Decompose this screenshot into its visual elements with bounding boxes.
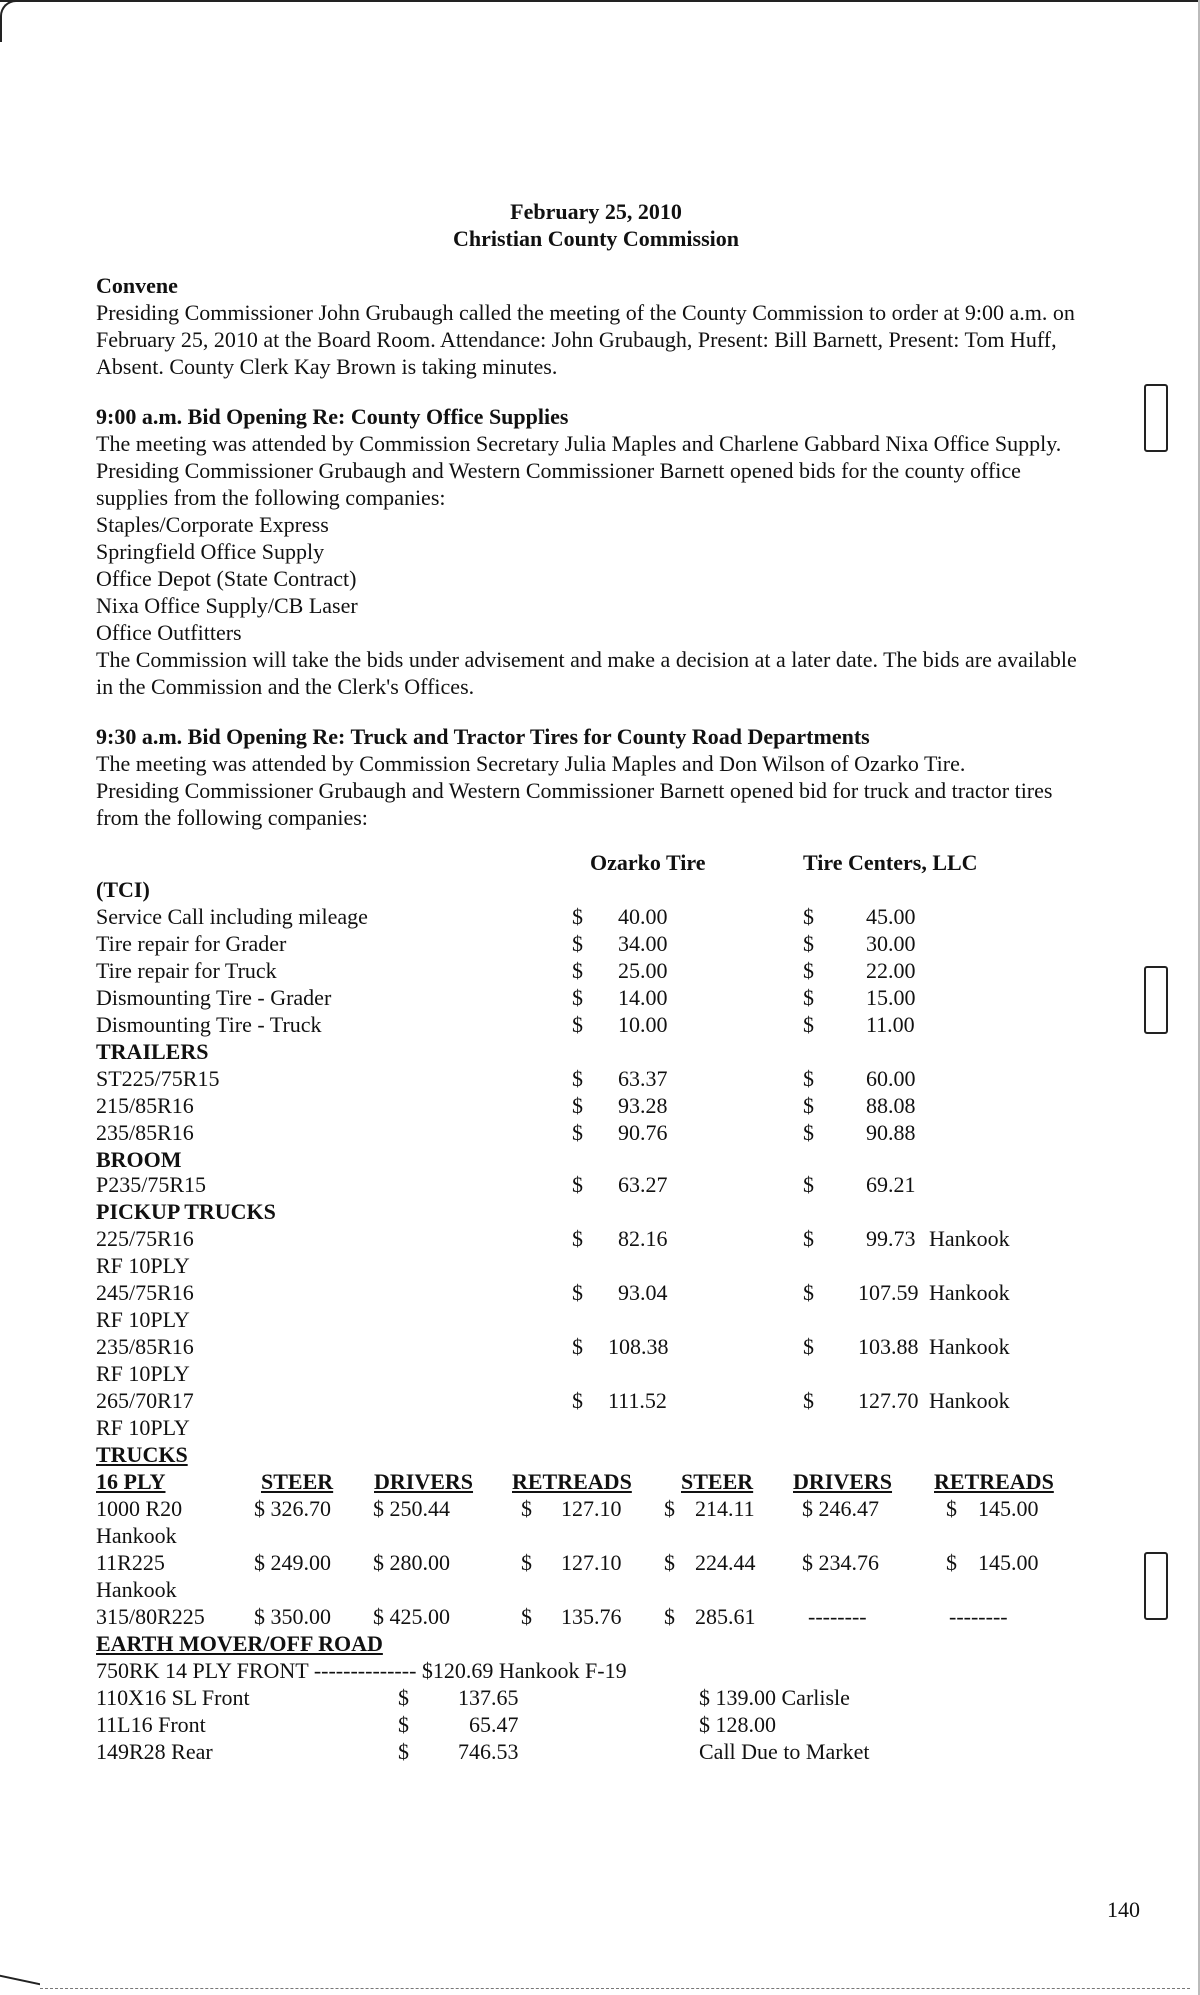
table-row: [96, 930, 1096, 957]
table-row-sub: [96, 1360, 1096, 1387]
tci-price: $ 128.00: [699, 1712, 776, 1737]
retreads-price: 145.00: [978, 1496, 1039, 1521]
tci-brand-note: Hankook: [929, 1280, 1010, 1305]
ozarko-price: 746.53: [458, 1739, 519, 1764]
vendor-header-tci: Tire Centers, LLC: [803, 850, 978, 875]
dollar-sign: $: [803, 1226, 814, 1251]
tci-price: 99.73: [866, 1226, 916, 1251]
dollar-sign: $: [572, 958, 583, 983]
tci-price: 69.21: [866, 1172, 916, 1197]
dollar-sign: $: [803, 1066, 814, 1091]
supplies-intro: Presiding Commissioner Grubaugh and Western Commissioner Barnett opened bids for the county office supplies from the following companies:: [96, 458, 1021, 510]
table-row: [96, 1387, 1096, 1414]
table-row-sub: [96, 1252, 1096, 1279]
tci-price: 90.88: [866, 1120, 916, 1145]
document-date-title: February 25, 2010: [510, 199, 682, 224]
item-name: Tire repair for Truck: [96, 958, 277, 983]
scan-corner-bottom-left: [0, 1961, 40, 1986]
ozarko-price: 111.52: [608, 1388, 667, 1413]
dollar-sign: $: [803, 1334, 814, 1359]
trucks-col-header: DRIVERS: [374, 1469, 474, 1494]
convene-text: Presiding Commissioner John Grubaugh called the meeting of the County Commission to order at 9:00 a.m. on February 25, 2010 at the Board Room. Attendance: John Grubaugh, Present: Bill Barnett, Present: Tom Huff, Absent. County Clerk Kay Brown is taking minutes.: [96, 300, 1075, 379]
dollar-sign: $: [572, 1226, 583, 1251]
item-name: Service Call including mileage: [96, 904, 368, 929]
tires-heading: 9:30 a.m. Bid Opening Re: Truck and Tractor Tires for County Road Departments: [96, 724, 870, 749]
dollar-sign: $: [803, 1120, 814, 1145]
item-name: 215/85R16: [96, 1093, 194, 1118]
table-row: [96, 1225, 1096, 1252]
dollar-sign: $: [946, 1550, 957, 1575]
item-subline: RF 10PLY: [96, 1253, 190, 1278]
retreads-price: 127.10: [561, 1550, 622, 1575]
dollar-sign: $: [803, 1280, 814, 1305]
dollar-sign: $: [572, 985, 583, 1010]
ozarko-price: 90.76: [618, 1120, 668, 1145]
tci-price: 11.00: [866, 1012, 915, 1037]
dollar-sign: $: [572, 1334, 583, 1359]
table-row: [96, 1171, 1096, 1198]
section-label-row: [96, 1441, 1096, 1468]
ozarko-price: 93.04: [618, 1280, 668, 1305]
item-name: Dismounting Tire - Truck: [96, 1012, 322, 1037]
section-label: EARTH MOVER/OFF ROAD: [96, 1631, 383, 1656]
dollar-sign: $: [572, 1066, 583, 1091]
trucks-col-header: DRIVERS: [793, 1469, 893, 1494]
table-row: [96, 903, 1096, 930]
tci-brand-note: Hankook: [929, 1226, 1010, 1251]
table-row-sub: [96, 1414, 1096, 1441]
drivers-price: $ 425.00: [373, 1604, 450, 1629]
table-row: [96, 957, 1096, 984]
ozarko-price: 34.00: [618, 931, 668, 956]
ozarko-price: 63.37: [618, 1066, 668, 1091]
scan-edge-top: [0, 0, 1200, 2]
section-label: PICKUP TRUCKS: [96, 1199, 276, 1224]
steer-price: 285.61: [695, 1604, 756, 1629]
tci-price: 22.00: [866, 958, 916, 983]
steer-price: 214.11: [695, 1496, 755, 1521]
dollar-sign: $: [803, 1172, 814, 1197]
ozarko-price: 65.47: [469, 1712, 519, 1737]
vendor-header-row: [96, 849, 1096, 876]
dollar-sign: $: [521, 1550, 532, 1575]
supplies-heading: 9:00 a.m. Bid Opening Re: County Office Supplies: [96, 404, 569, 429]
table-row: [96, 1092, 1096, 1119]
section-label: (TCI): [96, 877, 150, 902]
ozarko-price: 63.27: [618, 1172, 668, 1197]
ozarko-price: 108.38: [608, 1334, 669, 1359]
dollar-sign: $: [398, 1739, 409, 1764]
ozarko-price: 14.00: [618, 985, 668, 1010]
supplies-attendance: The meeting was attended by Commission Secretary Julia Maples and Charlene Gabbard Nixa Office Supply.: [96, 431, 1062, 456]
dollar-sign: $: [664, 1550, 675, 1575]
steer-price: 224.44: [695, 1550, 756, 1575]
dollar-sign: $: [521, 1496, 532, 1521]
tires-attendance: The meeting was attended by Commission Secretary Julia Maples and Don Wilson of Ozarko Tire.: [96, 751, 966, 776]
table-row: [96, 1495, 1096, 1522]
dollar-sign: $: [572, 1172, 583, 1197]
drivers-price: $ 234.76: [802, 1550, 879, 1575]
scan-corner-top-left: [0, 0, 16, 42]
company-list-item: Nixa Office Supply/CB Laser: [96, 593, 358, 618]
table-row: [96, 1549, 1096, 1576]
steer-price: $ 326.70: [254, 1496, 331, 1521]
dollar-sign: $: [572, 1280, 583, 1305]
table-row-sub: [96, 1576, 1096, 1603]
tire-bid-table: [96, 849, 1096, 1765]
item-name: 110X16 SL Front: [96, 1685, 250, 1710]
tci-price: $ 139.00 Carlisle: [699, 1685, 850, 1710]
dollar-sign: $: [803, 931, 814, 956]
company-list-item: Office Outfitters: [96, 620, 242, 645]
table-row-sub: [96, 1306, 1096, 1333]
tires-intro: Presiding Commissioner Grubaugh and Western Commissioner Barnett opened bid for truck and tractor tires from the following companies:: [96, 778, 1053, 830]
ozarko-price: 40.00: [618, 904, 668, 929]
item-subline: RF 10PLY: [96, 1361, 190, 1386]
retreads-price: 127.10: [561, 1496, 622, 1521]
table-row: [96, 1657, 1096, 1684]
trucks-header-row: [96, 1468, 1096, 1495]
dollar-sign: $: [803, 985, 814, 1010]
company-list-item: Springfield Office Supply: [96, 539, 325, 564]
item-name: 225/75R16: [96, 1226, 194, 1251]
item-name: 315/80R225: [96, 1604, 205, 1629]
margin-tab-marker: [1144, 1552, 1168, 1620]
item-name: Tire repair for Grader: [96, 931, 287, 956]
drivers-price: $ 250.44: [373, 1496, 450, 1521]
steer-price: $ 249.00: [254, 1550, 331, 1575]
dollar-sign: $: [803, 904, 814, 929]
drivers-price: --------: [808, 1604, 867, 1629]
item-line: 750RK 14 PLY FRONT -------------- $120.69 Hankook F-19: [96, 1658, 627, 1683]
section-label: BROOM: [96, 1147, 182, 1172]
item-name: 11L16 Front: [96, 1712, 206, 1737]
dollar-sign: $: [398, 1685, 409, 1710]
dollar-sign: $: [803, 958, 814, 983]
item-name: 245/75R16: [96, 1280, 194, 1305]
dollar-sign: $: [572, 931, 583, 956]
tci-brand-note: Hankook: [929, 1388, 1010, 1413]
dollar-sign: $: [572, 904, 583, 929]
margin-tab-marker: [1144, 966, 1168, 1034]
ozarko-price: 137.65: [458, 1685, 519, 1710]
company-list-item: Office Depot (State Contract): [96, 566, 357, 591]
item-name: 1000 R20: [96, 1496, 183, 1521]
table-row: [96, 1603, 1096, 1630]
dollar-sign: $: [664, 1604, 675, 1629]
item-name: 265/70R17: [96, 1388, 194, 1413]
convene-heading: Convene: [96, 273, 178, 298]
table-row: [96, 1279, 1096, 1306]
item-subline: Hankook: [96, 1577, 177, 1602]
document-page: [96, 198, 1096, 1765]
table-row: [96, 1011, 1096, 1038]
section-label-row: [96, 1198, 1096, 1225]
tci-price: 15.00: [866, 985, 916, 1010]
margin-tab-marker: [1144, 384, 1168, 452]
tci-price: 127.70: [858, 1388, 919, 1413]
ozarko-price: 10.00: [618, 1012, 668, 1037]
dollar-sign: $: [572, 1388, 583, 1413]
trucks-col-header: STEER: [261, 1469, 334, 1494]
tci-price: 30.00: [866, 931, 916, 956]
section-label-row: [96, 1630, 1096, 1657]
dollar-sign: $: [572, 1120, 583, 1145]
retreads-price: --------: [949, 1604, 1008, 1629]
item-name: P235/75R15: [96, 1172, 207, 1197]
company-list-item: Staples/Corporate Express: [96, 512, 329, 537]
item-subline: Hankook: [96, 1523, 177, 1548]
section-label-row: [96, 1038, 1096, 1065]
retreads-price: 135.76: [561, 1604, 622, 1629]
tci-brand-note: Hankook: [929, 1334, 1010, 1359]
table-row: [96, 1738, 1096, 1765]
table-row: [96, 1684, 1096, 1711]
dollar-sign: $: [572, 1012, 583, 1037]
document-org-title: Christian County Commission: [452, 226, 740, 251]
table-row: [96, 1333, 1096, 1360]
item-subline: RF 10PLY: [96, 1307, 190, 1332]
dollar-sign: $: [521, 1604, 532, 1629]
dollar-sign: $: [803, 1388, 814, 1413]
section-label: TRUCKS: [96, 1442, 188, 1467]
ozarko-price: 25.00: [618, 958, 668, 983]
tci-price: 60.00: [866, 1066, 916, 1091]
dollar-sign: $: [572, 1093, 583, 1118]
item-name: 11R225: [96, 1550, 165, 1575]
tci-price: 45.00: [866, 904, 916, 929]
table-row-sub: [96, 1522, 1096, 1549]
item-name: 149R28 Rear: [96, 1739, 213, 1764]
tci-price: 107.59: [858, 1280, 919, 1305]
retreads-price: 145.00: [978, 1550, 1039, 1575]
trucks-col-header: RETREADS: [934, 1469, 1054, 1494]
tci-price: 88.08: [866, 1093, 916, 1118]
table-row: [96, 1119, 1096, 1146]
item-subline: RF 10PLY: [96, 1415, 190, 1440]
supplies-company-list: [96, 511, 1096, 646]
section-label-row: [96, 1146, 1096, 1173]
page-number: 140: [1107, 1897, 1140, 1922]
item-name: 235/85R16: [96, 1334, 194, 1359]
ozarko-price: 93.28: [618, 1093, 668, 1118]
scan-bottom-rule: [40, 1988, 1190, 1989]
item-name: Dismounting Tire - Grader: [96, 985, 332, 1010]
dollar-sign: $: [803, 1012, 814, 1037]
trucks-col-header: RETREADS: [512, 1469, 632, 1494]
dollar-sign: $: [803, 1093, 814, 1118]
dollar-sign: $: [664, 1496, 675, 1521]
table-row: [96, 984, 1096, 1011]
dollar-sign: $: [946, 1496, 957, 1521]
tci-price: Call Due to Market: [699, 1739, 870, 1764]
trucks-col-header: 16 PLY: [96, 1469, 166, 1494]
item-name: 235/85R16: [96, 1120, 194, 1145]
steer-price: $ 350.00: [254, 1604, 331, 1629]
section-label-row: [96, 876, 1096, 903]
section-label: TRAILERS: [96, 1039, 209, 1064]
vendor-header-ozarko: Ozarko Tire: [590, 850, 706, 875]
drivers-price: $ 280.00: [373, 1550, 450, 1575]
trucks-col-header: STEER: [681, 1469, 754, 1494]
ozarko-price: 82.16: [618, 1226, 668, 1251]
table-row: [96, 1711, 1096, 1738]
dollar-sign: $: [398, 1712, 409, 1737]
drivers-price: $ 246.47: [802, 1496, 879, 1521]
supplies-closing: The Commission will take the bids under advisement and make a decision at a later date. The bids are available in the Commission and the Clerk's Offices.: [96, 647, 1077, 699]
item-name: ST225/75R15: [96, 1066, 220, 1091]
tci-price: 103.88: [858, 1334, 919, 1359]
table-row: [96, 1065, 1096, 1092]
